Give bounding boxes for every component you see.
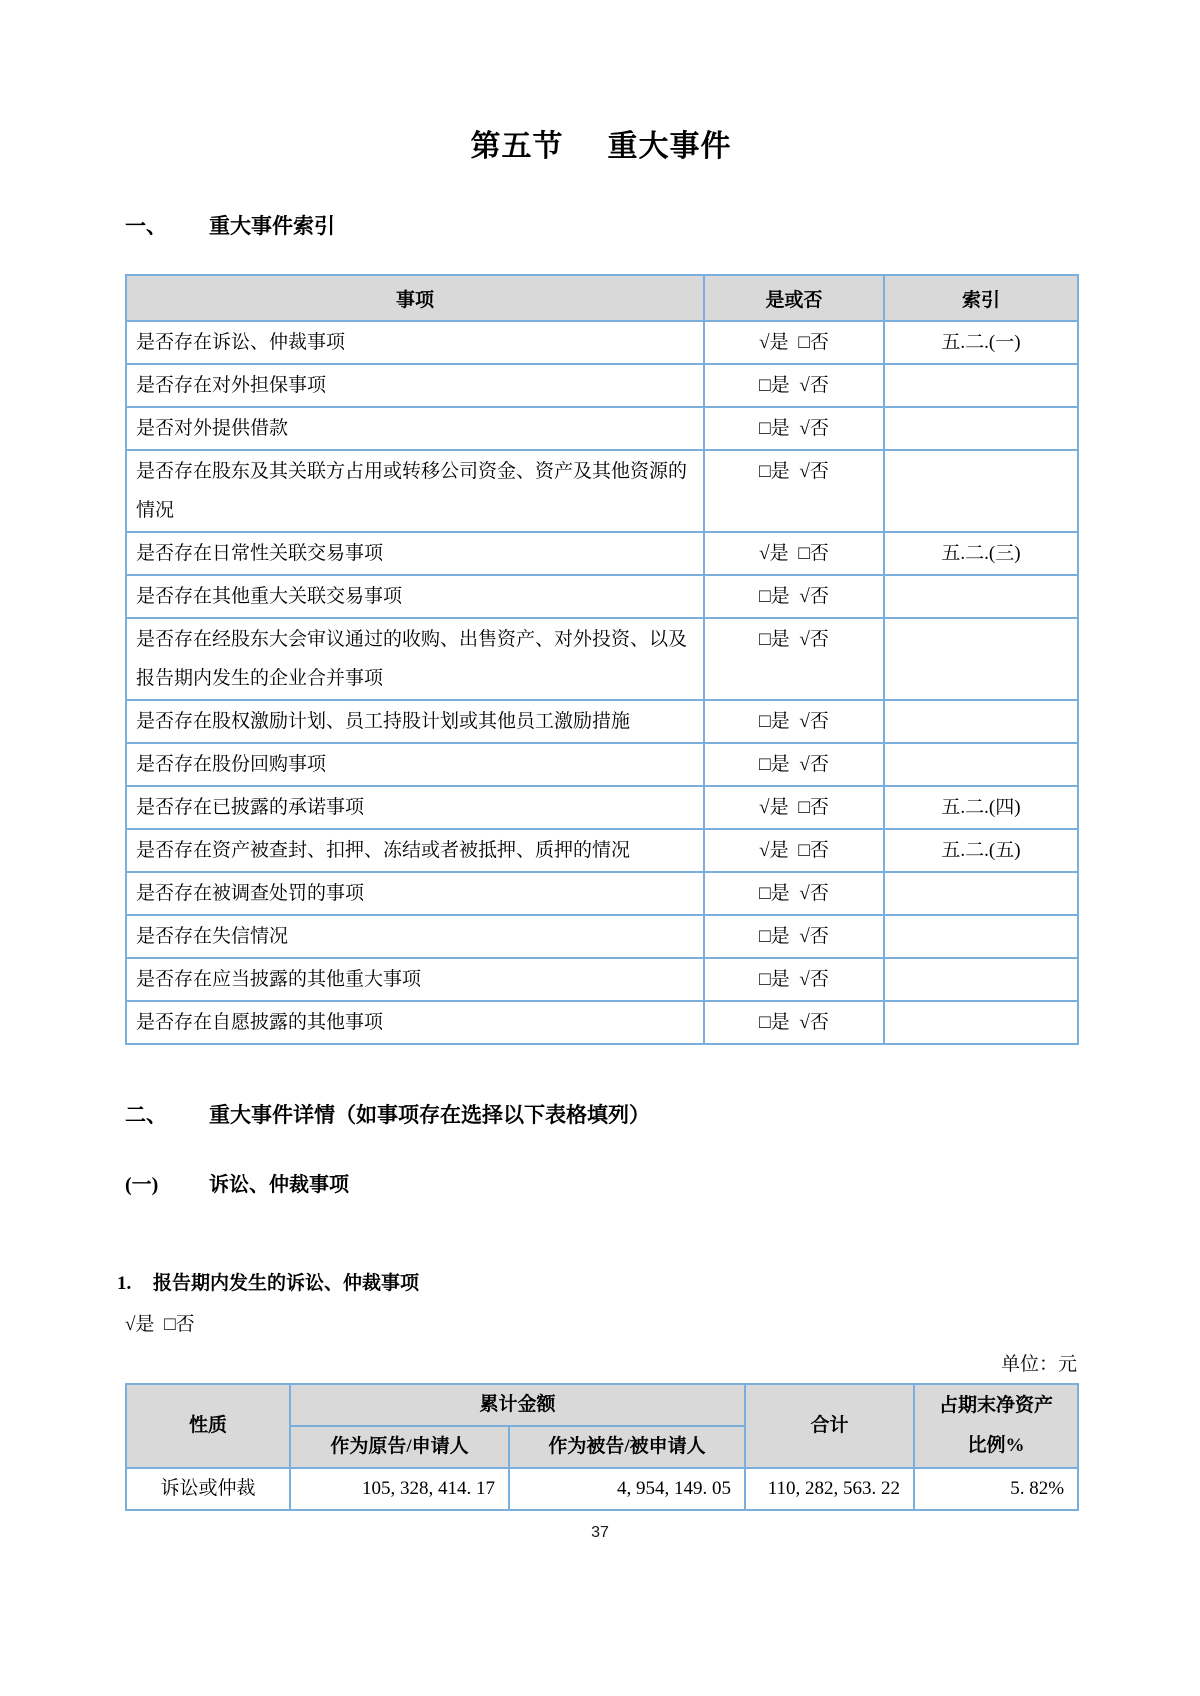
- litigation-item1-title: 报告期内发生的诉讼、仲裁事项: [153, 1273, 420, 1294]
- index-ref-cell: 五.二.(四): [884, 786, 1078, 829]
- index-ref-cell: [884, 958, 1078, 1001]
- event-item-cell: 是否存在其他重大关联交易事项: [126, 575, 704, 618]
- yes-no-cell: √是 □否: [704, 786, 884, 829]
- defendant-amount-cell: 4, 954, 149. 05: [509, 1468, 745, 1510]
- section-detail-title: 重大事件详情（如事项存在选择以下表格填列）: [209, 1103, 650, 1127]
- table-row: [126, 407, 1078, 450]
- header-yes-no: 是或否: [704, 275, 884, 321]
- header-index-ref: 索引: [884, 275, 1078, 321]
- yes-no-cell: □是 √否: [704, 618, 884, 700]
- table-row: [126, 321, 1078, 364]
- header-nature: 性质: [126, 1384, 290, 1468]
- litigation-yes-no-line: √是 □否: [125, 1314, 195, 1335]
- section-detail-heading: [125, 1101, 1077, 1129]
- event-item-cell: 是否存在日常性关联交易事项: [126, 532, 704, 575]
- yes-no-cell: □是 √否: [704, 743, 884, 786]
- header-cumulative-amount: 累计金额: [290, 1384, 745, 1426]
- litigation-item1-numeral: 1.: [117, 1273, 132, 1294]
- table-row: [126, 958, 1078, 1001]
- index-ref-cell: 五.二.(三): [884, 532, 1078, 575]
- header-as-defendant: 作为被告/被申请人: [509, 1426, 745, 1468]
- table-row: [126, 829, 1078, 872]
- table-row: [126, 786, 1078, 829]
- yes-no-cell: □是 √否: [704, 450, 884, 532]
- header-item: 事项: [126, 275, 704, 321]
- litigation-subsection-numeral: (一): [125, 1174, 159, 1196]
- section-index-heading: [125, 212, 1077, 240]
- event-item-cell: 是否存在应当披露的其他重大事项: [126, 958, 704, 1001]
- header-as-plaintiff: 作为原告/申请人: [290, 1426, 509, 1468]
- index-ref-cell: [884, 618, 1078, 700]
- yes-no-cell: □是 √否: [704, 1001, 884, 1044]
- event-item-cell: 是否存在资产被查封、扣押、冻结或者被抵押、质押的情况: [126, 829, 704, 872]
- yes-no-cell: □是 √否: [704, 958, 884, 1001]
- index-ref-cell: 五.二.(五): [884, 829, 1078, 872]
- litigation-subsection-heading: [125, 1171, 1077, 1199]
- yes-no-cell: √是 □否: [704, 321, 884, 364]
- table-row: [126, 364, 1078, 407]
- table-row: [126, 450, 1078, 532]
- index-ref-cell: [884, 575, 1078, 618]
- title-name-part: 重大事件: [607, 130, 732, 163]
- index-ref-cell: [884, 743, 1078, 786]
- table-row: [126, 743, 1078, 786]
- major-events-index-table: [125, 274, 1079, 1045]
- yes-no-cell: √是 □否: [704, 532, 884, 575]
- table-row: [126, 1468, 1078, 1510]
- event-item-cell: 是否对外提供借款: [126, 407, 704, 450]
- ratio-cell: 5. 82%: [914, 1468, 1078, 1510]
- section-index-numeral: 一、: [125, 214, 167, 238]
- table-row: [126, 532, 1078, 575]
- event-item-cell: 是否存在股权激励计划、员工持股计划或其他员工激励措施: [126, 700, 704, 743]
- litigation-amount-table: [125, 1383, 1079, 1511]
- table-row: [126, 575, 1078, 618]
- yes-no-cell: □是 √否: [704, 575, 884, 618]
- yes-no-cell: □是 √否: [704, 915, 884, 958]
- event-item-cell: 是否存在股份回购事项: [126, 743, 704, 786]
- event-item-cell: 是否存在已披露的承诺事项: [126, 786, 704, 829]
- index-ref-cell: [884, 700, 1078, 743]
- page-number: 37: [591, 1524, 609, 1541]
- yes-no-cell: □是 √否: [704, 700, 884, 743]
- header-total: 合计: [745, 1384, 914, 1468]
- index-ref-cell: [884, 364, 1078, 407]
- nature-cell: 诉讼或仲裁: [126, 1468, 290, 1510]
- table-row: [126, 915, 1078, 958]
- plaintiff-amount-cell: 105, 328, 414. 17: [290, 1468, 509, 1510]
- event-item-cell: 是否存在经股东大会审议通过的收购、出售资产、对外投资、以及报告期内发生的企业合并事项: [126, 618, 704, 700]
- unit-label: 单位：元: [1000, 1354, 1077, 1375]
- index-ref-cell: [884, 450, 1078, 532]
- table-row: [126, 618, 1078, 700]
- page-title: [125, 128, 1077, 166]
- index-ref-cell: 五.二.(一): [884, 321, 1078, 364]
- event-item-cell: 是否存在股东及其关联方占用或转移公司资金、资产及其他资源的情况: [126, 450, 704, 532]
- index-ref-cell: [884, 1001, 1078, 1044]
- yes-no-cell: √是 □否: [704, 829, 884, 872]
- event-item-cell: 是否存在诉讼、仲裁事项: [126, 321, 704, 364]
- table-row: [126, 700, 1078, 743]
- event-item-cell: 是否存在自愿披露的其他事项: [126, 1001, 704, 1044]
- index-table-header-row: [126, 275, 1078, 321]
- section-detail-numeral: 二、: [125, 1103, 167, 1127]
- litigation-item1-heading: [117, 1271, 1077, 1297]
- table-row: [126, 872, 1078, 915]
- litigation-subsection-title: 诉讼、仲裁事项: [209, 1174, 349, 1196]
- yes-no-cell: □是 √否: [704, 407, 884, 450]
- total-amount-cell: 110, 282, 563. 22: [745, 1468, 914, 1510]
- table-row: [126, 1001, 1078, 1044]
- detail-table-header-row-1: [126, 1384, 1078, 1426]
- event-item-cell: 是否存在对外担保事项: [126, 364, 704, 407]
- header-net-asset-ratio: 占期末净资产比例%: [914, 1384, 1078, 1468]
- index-ref-cell: [884, 872, 1078, 915]
- yes-no-cell: □是 √否: [704, 364, 884, 407]
- section-index-title: 重大事件索引: [209, 214, 335, 238]
- index-ref-cell: [884, 407, 1078, 450]
- event-item-cell: 是否存在失信情况: [126, 915, 704, 958]
- index-ref-cell: [884, 915, 1078, 958]
- event-item-cell: 是否存在被调查处罚的事项: [126, 872, 704, 915]
- yes-no-cell: □是 √否: [704, 872, 884, 915]
- title-section-part: 第五节: [470, 130, 564, 163]
